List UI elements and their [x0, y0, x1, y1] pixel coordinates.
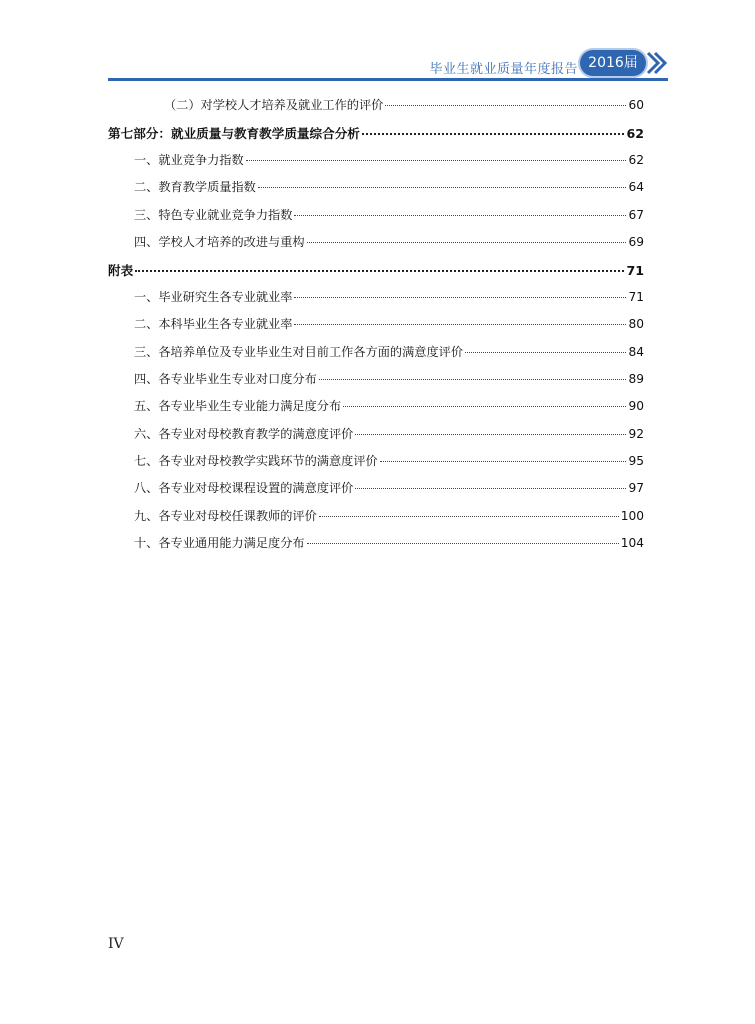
toc-entry-page: 64: [628, 180, 644, 195]
toc-entry-label: 五、各专业毕业生专业能力满足度分布: [134, 399, 342, 414]
toc-entry-page: 71: [626, 263, 644, 279]
toc-leader-dots: [465, 352, 626, 353]
table-of-contents: [108, 96, 644, 562]
toc-entry-label: 一、毕业研究生各专业就业率: [134, 289, 293, 304]
toc-leader-dots: [380, 461, 627, 462]
toc-entry[interactable]: [108, 534, 644, 561]
toc-leader-dots: [319, 516, 619, 517]
report-title: 毕业生就业质量年度报告: [429, 62, 578, 77]
toc-entry[interactable]: [108, 123, 644, 150]
toc-entry[interactable]: [108, 233, 644, 260]
toc-entry-page: 95: [628, 454, 644, 469]
toc-leader-dots: [307, 242, 627, 243]
toc-entry[interactable]: [108, 151, 644, 178]
toc-entry-label: 一、就业竞争力指数: [134, 152, 244, 167]
toc-entry[interactable]: [108, 96, 644, 123]
toc-entry-page: 69: [628, 234, 644, 249]
toc-entry-label: 附表: [108, 263, 134, 279]
toc-entry-page: 100: [620, 508, 644, 523]
toc-entry-page: 62: [628, 152, 644, 167]
toc-entry-page: 97: [628, 481, 644, 496]
toc-entry[interactable]: [108, 206, 644, 233]
toc-entry[interactable]: [108, 315, 644, 342]
toc-entry[interactable]: [108, 507, 644, 534]
toc-leader-dots: [294, 215, 626, 216]
toc-entry-label: 六、各专业对母校教育教学的满意度评价: [134, 426, 354, 441]
toc-entry-label: 三、各培养单位及专业毕业生对目前工作各方面的满意度评价: [134, 344, 464, 359]
page-header: [108, 44, 668, 84]
toc-entry-page: 60: [628, 98, 644, 112]
toc-leader-dots: [362, 133, 625, 135]
toc-leader-dots: [385, 105, 626, 106]
toc-entry-label: （二）对学校人才培养及就业工作的评价: [164, 98, 384, 112]
year-badge: 2016届: [580, 50, 646, 76]
page-number: IV: [108, 936, 124, 952]
toc-entry-label: 二、本科毕业生各专业就业率: [134, 317, 293, 332]
toc-entry-page: 62: [626, 126, 644, 142]
toc-entry-label: 第七部分：就业质量与教育教学质量综合分析: [108, 126, 360, 142]
toc-entry[interactable]: [108, 288, 644, 315]
toc-entry-label: 二、教育教学质量指数: [134, 180, 256, 195]
toc-entry-page: 80: [628, 317, 644, 332]
toc-entry-page: 71: [628, 289, 644, 304]
toc-entry[interactable]: [108, 370, 644, 397]
toc-leader-dots: [355, 488, 626, 489]
toc-leader-dots: [294, 324, 626, 325]
toc-entry-page: 89: [628, 371, 644, 386]
toc-entry-label: 八、各专业对母校课程设置的满意度评价: [134, 481, 354, 496]
toc-entry-label: 三、特色专业就业竞争力指数: [134, 207, 293, 222]
toc-entry-label: 十、各专业通用能力满足度分布: [134, 536, 305, 551]
toc-leader-dots: [135, 270, 624, 272]
toc-entry[interactable]: [108, 260, 644, 287]
toc-leader-dots: [319, 379, 627, 380]
chevron-right-icon: [644, 50, 668, 76]
toc-entry[interactable]: [108, 397, 644, 424]
toc-leader-dots: [258, 187, 627, 188]
toc-entry[interactable]: [108, 178, 644, 205]
toc-entry[interactable]: [108, 343, 644, 370]
toc-entry-page: 84: [628, 344, 644, 359]
toc-entry-page: 104: [620, 536, 644, 551]
toc-entry[interactable]: [108, 479, 644, 506]
toc-entry-page: 67: [628, 207, 644, 222]
toc-leader-dots: [355, 434, 626, 435]
toc-leader-dots: [343, 406, 626, 407]
toc-entry-page: 92: [628, 426, 644, 441]
toc-entry-label: 四、各专业毕业生专业对口度分布: [134, 371, 317, 386]
toc-entry[interactable]: [108, 425, 644, 452]
toc-entry-label: 七、各专业对母校教学实践环节的满意度评价: [134, 454, 378, 469]
toc-entry-label: 四、学校人才培养的改进与重构: [134, 234, 305, 249]
toc-leader-dots: [246, 160, 627, 161]
toc-entry-page: 90: [628, 399, 644, 414]
header-rule: [108, 78, 668, 81]
toc-entry-label: 九、各专业对母校任课教师的评价: [134, 508, 317, 523]
toc-entry[interactable]: [108, 452, 644, 479]
toc-leader-dots: [307, 543, 619, 544]
toc-leader-dots: [294, 297, 626, 298]
